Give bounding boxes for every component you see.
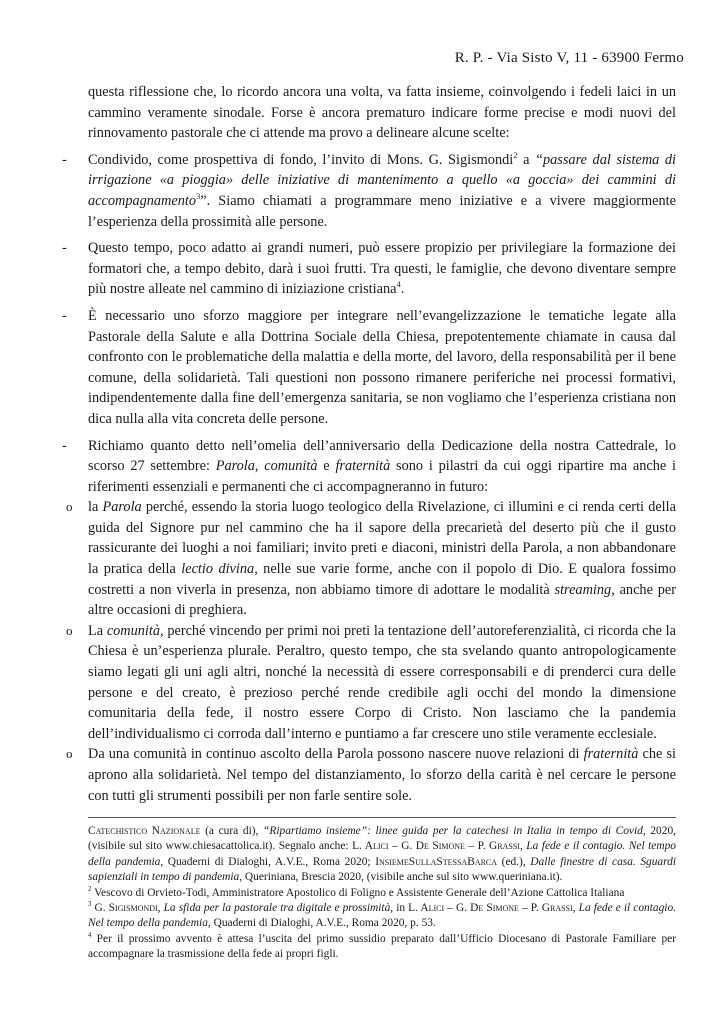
- circle-marker: o: [66, 746, 73, 762]
- footnote-ref: 3: [196, 191, 201, 202]
- dash-marker: -: [62, 307, 67, 324]
- footnote-ref: 2: [513, 150, 518, 161]
- sub-list-item: o la Parola perché, essendo la storia luogo teologico della Rivelazione, ci illumini e ci renda certi della guida del Signore pur nel cammino che ha il sapore della precarietà del deserto più che il gusto rassicurante dei luoghi a noi familiari; invito preti e diaconi, ministri della Parola, a non abbandonare la pratica della lectio divina, nelle sue varie forme, anche con il popolo di Dio. E qualora fossimo costretti a non viverla in presenza, non abbiamo timore di adottare le modalità streaming, anche per altre occasioni di preghiera.: [66, 499, 677, 619]
- bullet-item: - Richiamo quanto detto nell’omelia dell’anniversario della Dedicazione della nostra Cattedrale, lo scorso 27 settembre: Parola, comunità e fraternità sono i pilastri da cui oggi ripartire ma anche i riferimenti essenziali e permanenti che ci accompagneranno in futuro:: [62, 437, 676, 495]
- bullet-item: - È necessario uno sforzo maggiore per integrare nell’evangelizzazione le tematiche legate alla Pastorale della Salute e alla Dottrina Sociale della Chiesa, prepotentemente chiamate in causa dal confronto con le problematiche della malattia e della morte, del lavoro, della responsabilità per il bene comune, della solidarietà. Tali questioni non possono rimanere periferiche nei processi formativi, indipendentemente dalla fine dell’emergenza sanitaria, se non vogliamo che l’esperienza cristiana non dica nulla alla vita concreta delle persone.: [62, 307, 676, 427]
- dash-marker: -: [62, 437, 67, 454]
- footnote-3: $^3$ G. Sigismondi, La sfida per la pastorale tra digitale e prossimità, in L. Alici – G. De Simone – P. Grassi, La fede e il contagio. Nel tempo della pandemia, Quaderni di Dialoghi, A.V.E., Roma 2020, p. 53.: [88, 901, 677, 930]
- dash-marker: -: [62, 151, 67, 168]
- quote: “passare dal sistema di irrigazione «a pioggia» delle iniziative di mantenimento a quello «a goccia» dei cammini di accompagnamento: [88, 151, 677, 209]
- bullet-item: - Condivido, come prospettiva di fondo, l’invito di Mons. G. Sigismondi$^2$ a “passare dal sistema di irrigazione «a pioggia» delle iniziative di mantenimento a quello «a goccia» dei cammini di accompagnamento$^3$”. Siamo chiamati a programmare meno iniziative e a vivere maggiormente l’esperienza della prossimità alle persone.: [62, 150, 677, 230]
- footnotes: [88, 824, 676, 963]
- circle-marker: o: [66, 622, 73, 638]
- footnote-ref: 4: [396, 279, 401, 290]
- bullet-item: - Questo tempo, poco adatto ai grandi numeri, può essere propizio per privilegiare la formazione dei formatori che, a tempo debito, darà i suoi frutti. Tra questi, le famiglie, che devono diventare sempre più nostre alleate nel cammino di iniziazione cristiana$^4$.: [62, 240, 676, 298]
- page-header-address: R. P. - Via Sisto V, 11 - 63900 Fermo: [454, 50, 684, 66]
- footnote-continuation: Catechistico Nazionale (a cura di), “Ripartiamo insieme”: linee guida per la catechesi in Italia in tempo di Covid, 2020, (visibile sul sito www.chiesacattolica.it). Segnalo anche: L. Alici – G. De Simone – P. Grassi, La fede e il contagio. Nel tempo della pandemia, Quaderni di Dialoghi, A.V.E., Roma 2020; InsiemeSullaStessaBarca (ed.), Dalle finestre di casa. Sguardi sapienziali in tempo di pandemia, Queriniana, Brescia 2020, (visibile anche sul sito www.queriniana.it).: [88, 825, 677, 884]
- footnote-divider: [88, 817, 676, 818]
- sub-list-item: o Da una comunità in continuo ascolto della Parola possono nascere nuove relazioni di fraternità che si aprono alla solidarietà. Nel tempo del distanziamento, lo sforzo della carità è nel cercare le persone con tutti gli strumenti possibili per non farle sentire sole.: [66, 746, 677, 804]
- footnote-4: $^4$ Per il prossimo avvento è attesa l’uscita del primo sussidio preparato dall’Ufficio Diocesano di Pastorale Familiare per accompagnare la trasmissione della fede ai propri figli.: [88, 932, 676, 961]
- footnote-2: $^2$ Vescovo di Orvieto-Todi, Amministratore Apostolico di Foligno e Assistente Generale dell’Azione Cattolica Italiana: [88, 885, 625, 899]
- intro-paragraph: questa riflessione che, lo ricordo ancora una volta, va fatta insieme, coinvolgendo i fedeli laici in un cammino veramente sinodale. Forse è ancora prematuro indicare forme precise e modi nuovi del rinnovamento pastorale che ci attende ma provo a delineare alcune scelte:: [88, 84, 676, 142]
- main-text: [62, 82, 677, 806]
- sub-list-item: o La comunità, perché vincendo per primi noi preti la tentazione dell’autoreferenzialità, ci ricorda che la Chiesa è un’esperienza plurale. Peraltro, questo tempo, che sta svelando quanto antropologicamente siamo legati gli uni agli altri, nonché la necessità di essere corresponsabili e di prenderci cura delle persone e del creato, è prezioso perché rende credibile agli occhi del mondo la dimensione comunitaria della fede, il nostro essere Corpo di Cristo. Non lasciamo che la pandemia dell’individualismo ci corroda dall’interno e puntiamo a far crescere uno stile veramente ecclesiale.: [66, 622, 676, 742]
- dash-marker: -: [62, 240, 67, 257]
- circle-marker: o: [66, 499, 73, 515]
